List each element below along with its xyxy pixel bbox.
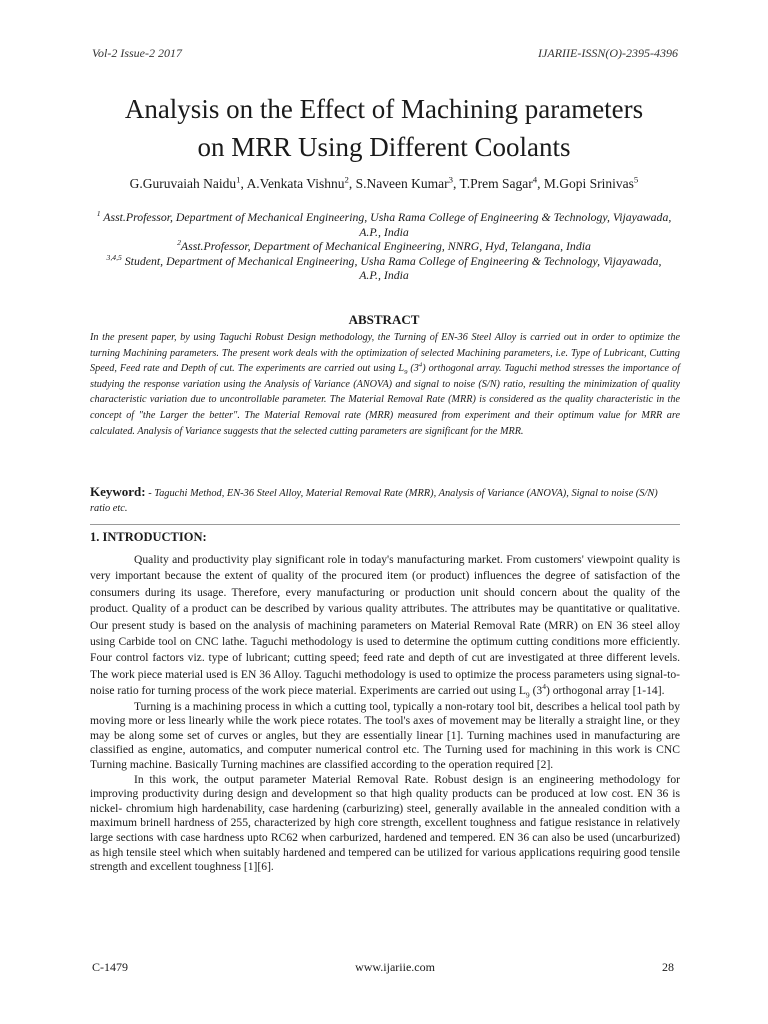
affiliation-sup: 3,4,5 — [106, 252, 122, 262]
paragraph: In this work, the output parameter Material Removal Rate. Robust design is an engineering methodology for improving productivity during design and development so that high quality products can be produced at low cost. EN 36 is nickel- chromium high hardenability, case hardening (carburizing) steel, generally available in the annealed condition with a maximum brinell hardness of 255, characterized by high core strength, excellent toughness and fatigue resistance in relatively large sections with case hardness upto RC62 when carburized, hardened and tempered. EN 36 can also be used (uncarburized) as high tensile steel which when suitably hardened and tempered can be utilized for various applications requiring good tensile strength and excellent toughness [1][6]. — [90, 772, 680, 874]
author-list: G.Guruvaiah Naidu$^1$, A.Venkata Vishnu$^2$, S.Naveen Kumar$^3$, T.Prem Sagar$^4$, M.Gopi Srinivas$^5$ — [129, 174, 639, 191]
keyword-text: - Taguchi Method, EN-36 Steel Alloy, Material Removal Rate (MRR), Analysis of Variance (ANOVA), Signal to noise (S/N) ratio etc. — [90, 488, 658, 514]
paper-title — [60, 90, 708, 166]
running-header — [92, 46, 678, 61]
journal-volume: Vol-2 Issue-2 2017 — [92, 46, 182, 60]
section-divider — [90, 524, 680, 525]
author: G.Guruvaiah Naidu — [129, 176, 237, 191]
paragraph: Quality and productivity play significant role in today's manufacturing market. From customers' viewpoint quality is very important because the extent of quality of the procured item (or product) influences the degree of satisfaction of the consumers during its usage. Therefore, every manufacturing or production unit should concern about the quality of the product. Quality of a product can be described by various quality attributes. The attributes may be quantitative or qualitative. Our present study is based on the analysis of machining parameters on Material Removal Rate (MRR) on EN 36 steel alloy using Carbide tool on CNC lathe. Taguchi methodology is used to determine the optimum cutting conditions more efficiently. Four control factors viz. type of lubricant; cutting speed; feed rate and depth of cut are investigated at three different levels. The work piece material used is EN 36 Alloy. Taguchi methodology is used to optimize the process parameters using signal-to-noise ratio for turning process of the work piece material. Experiments are carried out using $L_9$ $(3^4)$ orthogonal array [1-14]. — [90, 553, 680, 700]
keyword-label: Keyword: — [90, 484, 146, 499]
keywords — [90, 484, 680, 516]
affiliations — [95, 210, 673, 283]
journal-issn: IJARIIE-ISSN(O)-2395-4396 — [538, 46, 678, 60]
affiliation: $^2$Asst.Professor, Department of Mechanical Engineering, NNRG, Hyd, Telangana, India — [177, 238, 591, 253]
paper-id: C-1479 — [92, 960, 128, 974]
paragraph: Turning is a machining process in which a cutting tool, typically a non-rotary tool bit, describes a helical tool path by moving more or less linearly while the work piece rotates. The tool's axes of movement may be literally a straight line, or they may be along some set of curves or angles, but they are essentially linear [1]. Turning machines used in manufacturing are classified as engine, automatics, and computer numerical control etc. The Turning used for machining in this work is CNC Turning machine. Basically Turning machines are classified according to the operation required [2]. — [90, 699, 680, 772]
affiliation: $^{3,4,5}$ Student, Department of Mechanical Engineering, Usha Rama College of Engineering & Technology, Vijayawada, A.P., India — [106, 252, 662, 282]
introduction-body — [90, 552, 680, 875]
author: M.Gopi Srinivas — [543, 176, 634, 191]
page-number: 28 — [662, 960, 674, 974]
author: A.Venkata Vishnu — [246, 176, 345, 191]
page-footer — [92, 960, 674, 975]
title-line-2: on MRR Using Different Coolants — [197, 132, 571, 162]
affiliation: $^1$ Asst.Professor, Department of Mechanical Engineering, Usha Rama College of Engineering & Technology, Vijayawada, A.P., India — [96, 209, 672, 239]
abstract-text: In the present paper, by using Taguchi Robust Design methodology, the Turning of EN-36 Steel Alloy is carried out in order to optimize the turning Machining parameters. The present work deals with the optimization of selected Machining parameters, i.e. Type of Lubricant, Cutting Speed, Feed rate and Depth of cut. The experiments are carried out using $L_9$ $(3^4)$ orthogonal array. Taguchi method stresses the importance of studying the response variation using the Analysis of Variance (ANOVA) and signal to noise (S/N) ratio, resulting the minimization of quality characteristic variation due to uncontrollable parameter. The Material Removal Rate (MRR) is considered as the quality characteristic in the concept of "the Larger the better". The Material Removal rate (MRR) measured from experiment and their optimum value for MRR are calculated. Analysis of Variance suggests that the selected cutting parameters are significant for the MRR. — [90, 332, 680, 437]
affiliation-sup: 1 — [96, 209, 101, 219]
journal-url: www.ijariie.com — [355, 960, 435, 974]
author: S.Naveen Kumar — [355, 176, 449, 191]
author-sup: 5 — [633, 174, 639, 185]
author-sup: 3 — [448, 174, 454, 185]
affiliation-sup: 2 — [177, 238, 181, 248]
author-sup: 4 — [532, 174, 538, 185]
author-sup: 1 — [236, 174, 241, 185]
author: T.Prem Sagar — [459, 176, 533, 191]
author-sup: 2 — [344, 174, 349, 185]
section-heading-introduction: 1. INTRODUCTION: — [90, 530, 207, 544]
abstract-heading: ABSTRACT — [348, 312, 420, 327]
title-line-1: Analysis on the Effect of Machining parameters — [124, 94, 644, 124]
